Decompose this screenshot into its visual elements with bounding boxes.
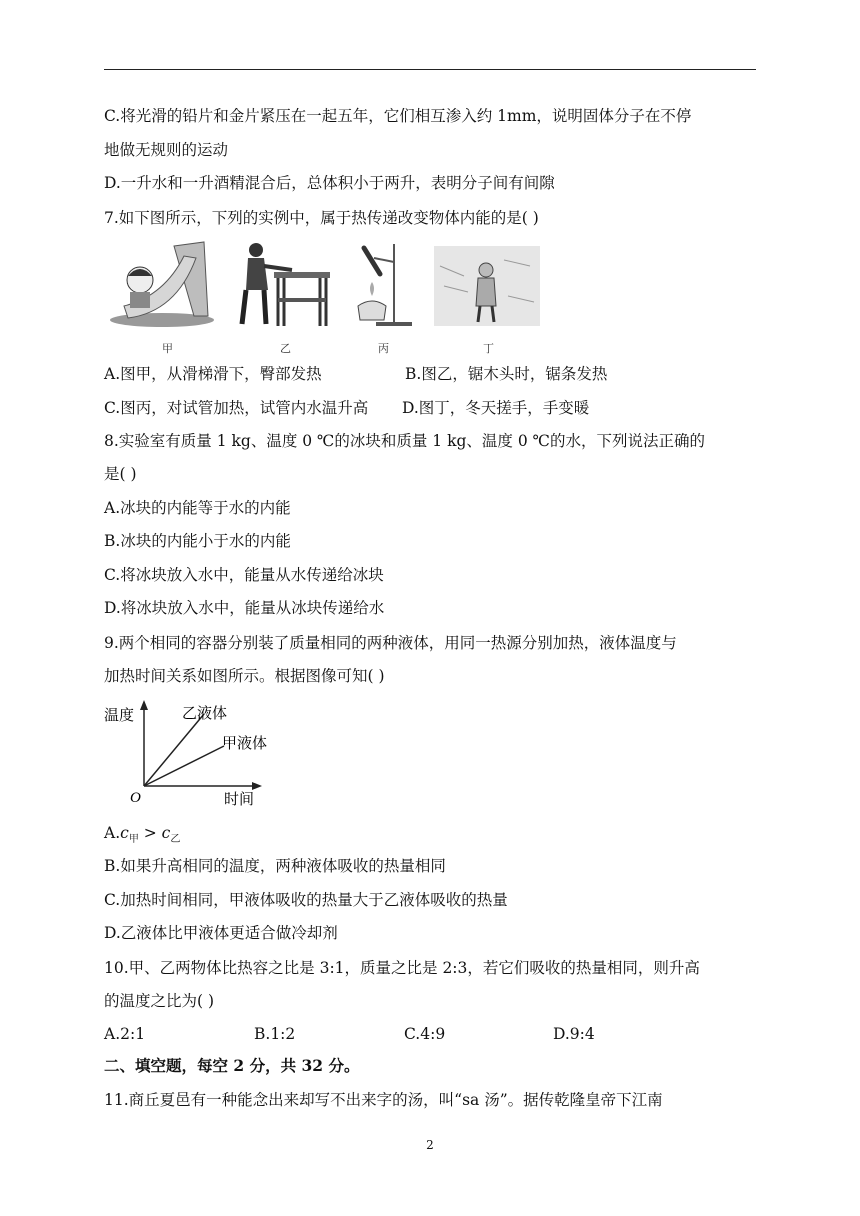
line-jia: [144, 746, 224, 786]
header-rule: [104, 69, 756, 70]
q10-option-c: C.4:9: [404, 1025, 446, 1043]
q7-option-c: C.图丙，对试管加热，试管内水温升高: [104, 399, 369, 417]
y-axis-arrow: [140, 700, 148, 710]
question-8-stem-line2: 是( ): [104, 465, 137, 483]
graph-xlabel: 时间: [224, 791, 255, 808]
option-a-prefix: A.: [104, 824, 121, 842]
option-d: D.一升水和一升酒精混合后，总体积小于两升，表明分子间有间隙: [104, 174, 555, 192]
q7-option-d: D.图丁，冬天搓手，手变暖: [402, 399, 590, 417]
q9-option-b: B.如果升高相同的温度，两种液体吸收的热量相同: [104, 857, 446, 875]
picture-jia-slide: [104, 236, 214, 328]
q10-option-b: B.1:2: [254, 1025, 296, 1043]
q8-option-a: A.冰块的内能等于水的内能: [104, 499, 291, 517]
c-symbol-yi: c: [161, 824, 171, 842]
q9-option-c: C.加热时间相同，甲液体吸收的热量大于乙液体吸收的热量: [104, 891, 508, 909]
question-8-stem-line1: 8.实验室有质量 1 kg、温度 0 ℃的冰块和质量 1 kg、温度 0 ℃的水，下列说法正确的: [104, 432, 705, 450]
q8-option-d: D.将冰块放入水中，能量从冰块传递给水: [104, 599, 385, 617]
caption-bing: 丙: [378, 342, 389, 355]
picture-ding-rubbing-hands: [434, 246, 540, 326]
q7-option-a: A.图甲，从滑梯滑下，臀部发热: [104, 365, 322, 383]
temperature-time-graph: [100, 698, 270, 810]
q8-option-b: B.冰块的内能小于水的内能: [104, 532, 291, 550]
graph-label-jia: 甲液体: [222, 735, 268, 752]
graph-ylabel: 温度: [104, 707, 135, 724]
c-symbol-jia: c: [120, 824, 129, 842]
option-c-line1: C.将光滑的铅片和金片紧压在一起五年，它们相互渗入约 1mm，说明固体分子在不停: [104, 107, 692, 125]
q10-option-d: D.9:4: [553, 1025, 595, 1043]
picture-bing-test-tube: [346, 240, 416, 328]
q8-option-c: C.将冰块放入水中，能量从水传递给冰块: [104, 566, 384, 584]
caption-jia: 甲: [162, 342, 173, 355]
q10-option-a: A.2:1: [104, 1025, 146, 1043]
question-10-stem-line2: 的温度之比为( ): [104, 992, 215, 1010]
question-9-stem-line2: 加热时间关系如图所示。根据图像可知( ): [104, 667, 385, 685]
option-c-line2: 地做无规则的运动: [104, 141, 229, 159]
caption-yi: 乙: [280, 342, 291, 355]
x-axis-arrow: [252, 782, 262, 790]
q9-option-d: D.乙液体比甲液体更适合做冷却剂: [104, 924, 338, 942]
caption-ding: 丁: [483, 342, 494, 355]
graph-origin: O: [130, 790, 141, 806]
page-number: 2: [426, 1138, 434, 1152]
graph-label-yi: 乙液体: [182, 705, 228, 722]
section-2-heading: 二、填空题，每空 2 分，共 32 分。: [104, 1056, 360, 1075]
question-11-stem: 11.商丘夏邑有一种能念出来却写不出来字的汤，叫“sa 汤”。据传乾隆皇帝下江南: [104, 1091, 663, 1109]
q9-option-a: [104, 823, 180, 850]
q7-option-b: B.图乙，锯木头时，锯条发热: [405, 365, 608, 383]
question-9-stem-line1: 9.两个相同的容器分别装了质量相同的两种液体，用同一热源分别加热，液体温度与: [104, 634, 677, 652]
question-10-stem-line1: 10.甲、乙两物体比热容之比是 3:1，质量之比是 2:3，若它们吸收的热量相同，则升高: [104, 959, 700, 977]
subscript-yi: 乙: [170, 834, 181, 846]
greater-than: >: [138, 824, 162, 842]
picture-yi-saw: [234, 240, 334, 328]
question-7-stem: 7.如下图所示，下列的实例中，属于热传递改变物体内能的是( ): [104, 209, 539, 227]
line-yi: [144, 714, 204, 786]
subscript-jia: 甲: [128, 834, 139, 846]
